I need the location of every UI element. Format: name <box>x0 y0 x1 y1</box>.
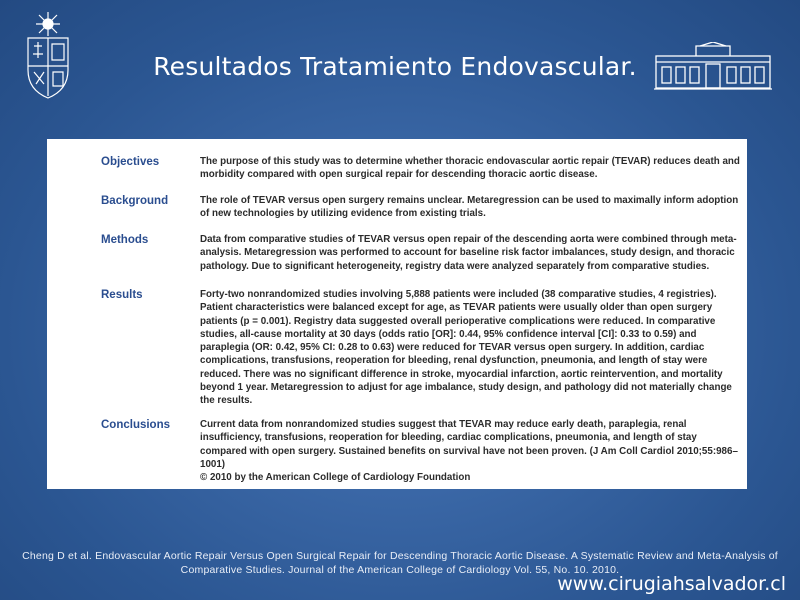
conclusions-text: Current data from nonrandomized studies suggest that TEVAR may reduce early death, paraplegia, renal insufficiency, transfusions, reoperation for bleeding, cardiac complications, pneumonia, and length of stay compared with open surgery. Sustained benefits on survival have not been proven. (J Am Coll Cardiol 2010;55:986–1001) <box>200 419 738 470</box>
objectives-label: Objectives <box>101 156 160 168</box>
background-text: The role of TEVAR versus open surgery remains unclear. Metaregression can be used to maximally inform adoption of new technologies by utilizing evidence from existing trials. <box>200 195 739 220</box>
methods-text: Data from comparative studies of TEVAR versus open repair of the descending aorta were combined through meta-analysis. Metaregression was performed to account for baseline risk factor imbalances, study design, and thoracic pathology. Due to significant heterogeneity, registry data were analyzed separately from comparative studies. <box>200 234 737 272</box>
website-url: www.cirugiahsalvador.cl <box>557 573 786 595</box>
abstract-card <box>47 139 747 489</box>
objectives-text: The purpose of this study was to determine whether thoracic endovascular aortic repair (TEVAR) reduces death and morbidity compared with open surgical repair for descending thoracic aortic disease. <box>200 156 740 181</box>
slide-title: Resultados Tratamiento Endovascular. <box>153 52 637 81</box>
methods-label: Methods <box>101 234 149 246</box>
citation-text: Cheng D et al. Endovascular Aortic Repair Versus Open Surgical Repair for Descending Thoracic Aortic Disease. A Systematic Review and Meta-Analysis of Comparative Studies. Journal of the American College of Cardiology Vol. 55, No. 10. 2010. <box>22 550 778 576</box>
results-text: Forty-two nonrandomized studies involving 5,888 patients were included (38 comparative studies, 4 registries). Patient characteristics were balanced except for age, as TEVAR patients were usually older than open surgery patients (p = 0.001). Registry data suggested overall perioperative complications were reduced. In comparative studies, all-cause mortality at 30 days (odds ratio [OR]: 0.44, 95% confidence interval [CI]: 0.33 to 0.59) and paraplegia (OR: 0.42, 95% CI: 0.28 to 0.63) were reduced for TEVAR versus open surgery. In addition, cardiac complications, transfusions, reoperation for bleeding, renal dysfunction, pneumonia, and length of stay were reduced. There was no significant difference in stroke, myocardial infarction, aortic reintervention, and mortality beyond 1 year. Metaregression to adjust for age imbalance, study design, and pathology did not materially change the results. <box>200 289 732 407</box>
university-crest-logo <box>22 10 74 110</box>
background-label: Background <box>101 195 169 207</box>
copyright-text: © 2010 by the American College of Cardiology Foundation <box>200 472 471 484</box>
results-label: Results <box>101 289 143 301</box>
conclusions-text-block <box>200 418 740 484</box>
conclusions-label: Conclusions <box>101 419 171 431</box>
university-building-logo <box>654 42 772 90</box>
